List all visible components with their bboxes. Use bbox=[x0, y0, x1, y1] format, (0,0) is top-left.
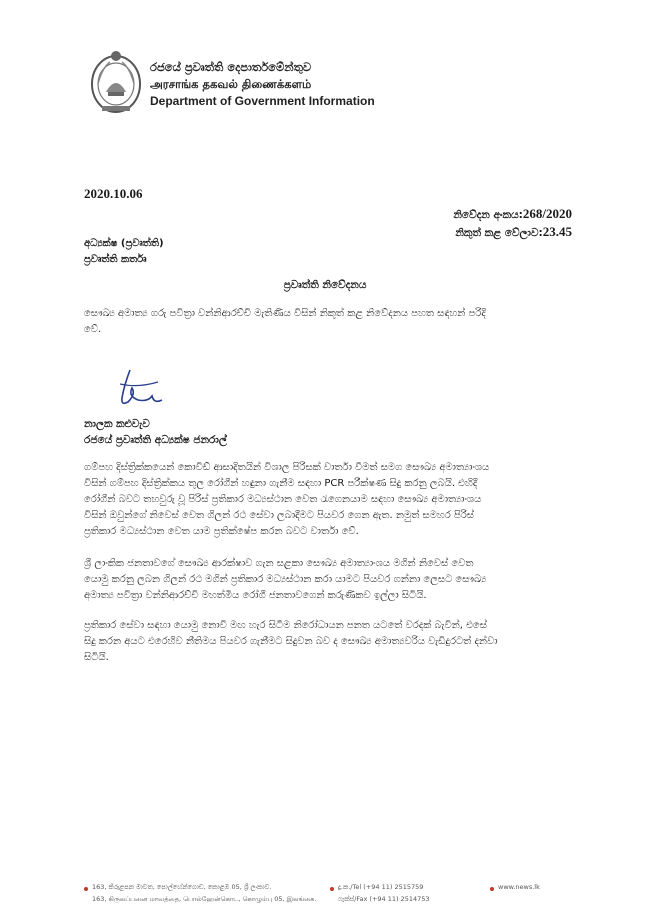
recipient-editor: ප්‍රවෘත්ති කර්තෘ bbox=[84, 254, 147, 265]
footer-address-sinhala: 163, කිරුළපන මාවත, පොල්හේන්ගොඩ, කොළඹ 05, ශ්‍රී ලංකාව. bbox=[92, 883, 272, 891]
paragraph-line: ගම්පහ දිස්ත්‍රික්කයෙන් කොවිඩ් ආසාදිතයින් විශාල පිරිසක් වාර්තා වීමත් සමග සෞඛ්‍ය අමාත්‍යාංශය bbox=[84, 462, 490, 473]
release-number-label: නිවේදන අංකය: bbox=[453, 209, 523, 221]
release-time bbox=[455, 224, 572, 240]
paragraph-line: ශ්‍රී ලාංකික ජනතාවගේ සෞඛ්‍ය ආරක්ෂාව ගැන සළකා සෞඛ්‍ය අමාත්‍යාංශය මගින් නිවෙස් වෙත bbox=[84, 558, 474, 569]
release-number-value: 268/2020 bbox=[522, 206, 572, 221]
paragraph-line: අමාත්‍ය පවිත්‍රා වන්නිආරච්චි මහත්මිය රෝගී ජනතාවගෙන් කරුණිකව ඉල්ලා සිටියි. bbox=[84, 590, 427, 601]
phone-number: (+94 11) 2515759 bbox=[363, 883, 424, 891]
body-paragraph-1 bbox=[84, 460, 566, 540]
paragraph-line: සෞඛ්‍ය අමාත්‍ය ගරු පවිත්‍රා වන්නිආරච්චි මැතිණිය විසින් නිකුත් කළ නිවේදනය පහත සඳහන් පරිදි bbox=[84, 308, 486, 319]
intro-paragraph bbox=[84, 306, 566, 338]
paragraph-line: වේ. bbox=[84, 324, 102, 335]
phone-label: දු.ක./Tel bbox=[338, 883, 362, 891]
footer-phone bbox=[338, 883, 423, 892]
letterhead-footer bbox=[0, 880, 650, 919]
signatory-name: නාලක කළුවැව bbox=[84, 418, 150, 430]
signature-image bbox=[108, 366, 178, 414]
release-time-label: නිකුත් කළ වේලාව: bbox=[455, 227, 543, 239]
fax-number: (+94 11) 2514753 bbox=[369, 895, 430, 903]
signatory-title: රජයේ ප්‍රවෘත්ති අධ්‍යක්ෂ ජනරාල් bbox=[84, 434, 227, 446]
government-emblem-icon bbox=[88, 48, 144, 116]
body-paragraph-2 bbox=[84, 556, 566, 604]
recipient-director: අධ්‍යක්ෂ (ප්‍රවෘත්ති) bbox=[84, 238, 164, 249]
paragraph-line: යොමු කරනු ලබන ගිලන් රථ මගින් ප්‍රතිකාර මධ්‍යස්ථාන කරා යාමට පියවර ගන්නා ලෙසට සෞඛ්‍ය bbox=[84, 574, 487, 585]
department-name-english: Department of Government Information bbox=[150, 94, 375, 108]
footer-address-tamil: 163, கிருலப்பனை மாவத்தை, பொல்ஹேன்கொட, கொழும்பு 05, இலங்கை. bbox=[92, 895, 317, 903]
paragraph-line: විසින් ගම්පහ දිස්ත්‍රික්කය තුල රෝගීන් හඳුනා ගැනීම සඳහා PCR පරීක්ෂණ සිදු කරනු ලබයි. එහිදී bbox=[84, 478, 478, 489]
release-date: 2020.10.06 bbox=[84, 186, 143, 201]
release-number bbox=[453, 206, 572, 222]
paragraph-line: සිටියි. bbox=[84, 652, 109, 663]
department-name-tamil: அரசாங்க தகவல் திணைக்களம் bbox=[150, 77, 312, 91]
paragraph-line: ප්‍රතිකාර සේවා සඳහා යොමු නොවී මඟ හැර සිටීම නිරෝධායන පනත යටතේ වරදක් බැවින්, එසේ bbox=[84, 620, 487, 631]
paragraph-line: රෝගීන් බවට තහවුරු වූ පිරිස් ප්‍රතිකාර මධ්‍යස්ථාන වෙත රැගෙනයාම සඳහා සෞඛ්‍ය අමාත්‍යාංශය bbox=[84, 494, 482, 505]
fax-label: ෆැක්ස්/Fax bbox=[338, 895, 368, 903]
paragraph-line: ප්‍රතිකාර මධ්‍යස්ථාන වෙත යාම ප්‍රතික්ෂේප කරන බවට වාර්තා වේ. bbox=[84, 526, 359, 537]
release-time-value: 23.45 bbox=[542, 224, 572, 239]
web-bullet-icon bbox=[490, 887, 494, 891]
address-bullet-icon bbox=[84, 887, 88, 891]
document-title: ප්‍රවෘත්ති නිවේදනය bbox=[283, 279, 367, 291]
department-name-sinhala: රජයේ ප්‍රවෘත්ති දෙපාර්තමේන්තුව bbox=[150, 60, 312, 74]
paragraph-line: සිදු කරන අයට එරෙහිව නීතිමය පියවර ගැනීමට සිදුවන බව ද සෞඛ්‍ය අමාත්‍යවරිය වැඩිදුරටත් දන්වා bbox=[84, 636, 498, 647]
footer-fax bbox=[338, 895, 430, 904]
paragraph-line: විසින් ඔවුන්ගේ නිවෙස් වෙත ගිලන් රථ සේවා ලබාදීමට පියවර ගෙන ඇත. නමුත් සමහර පිරිස් bbox=[84, 510, 474, 521]
phone-bullet-icon bbox=[330, 887, 334, 891]
body-paragraph-3 bbox=[84, 618, 566, 666]
footer-website[interactable]: www.news.lk bbox=[498, 883, 540, 891]
